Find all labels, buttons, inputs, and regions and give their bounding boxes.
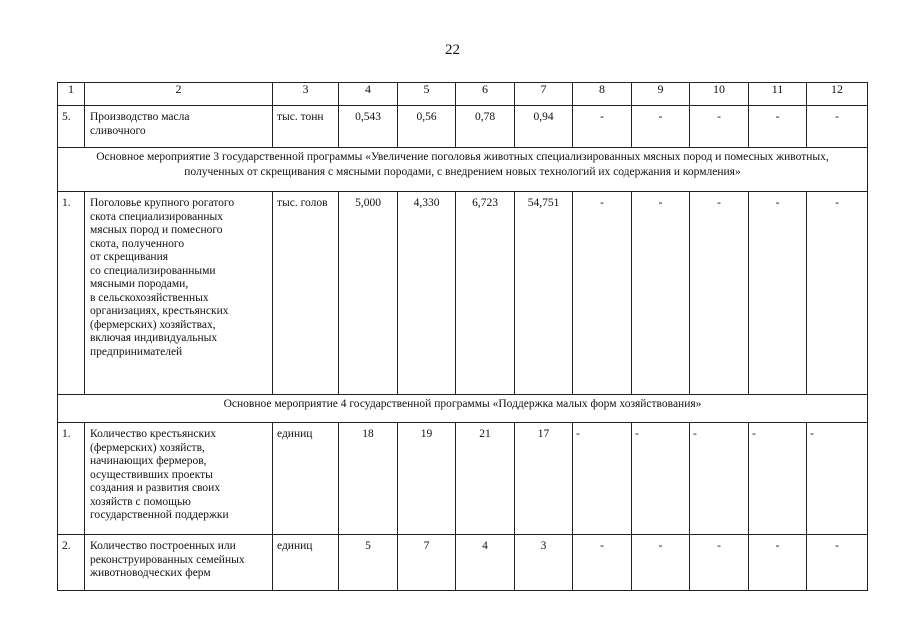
indicator-unit: единиц <box>273 423 339 535</box>
value-cell: 0,78 <box>456 106 515 148</box>
section-row-4 <box>58 395 868 423</box>
section-title: Основное мероприятие 4 государственной программы «Поддержка малых форм хозяйствования» <box>58 395 868 423</box>
value-cell: - <box>690 423 749 535</box>
header-cell: 8 <box>573 83 632 106</box>
value-cell: 3 <box>515 535 573 591</box>
table-row-cattle <box>58 192 868 395</box>
value-cell: - <box>690 106 749 148</box>
header-cell: 1 <box>58 83 85 106</box>
value-cell: - <box>573 423 632 535</box>
table-row-family-farms <box>58 535 868 591</box>
header-cell: 2 <box>85 83 273 106</box>
row-number: 2. <box>58 535 85 591</box>
row-number: 1. <box>58 192 85 395</box>
value-cell: - <box>807 535 868 591</box>
header-cell: 10 <box>690 83 749 106</box>
row-number: 1. <box>58 423 85 535</box>
header-cell: 4 <box>339 83 398 106</box>
header-cell: 3 <box>273 83 339 106</box>
indicator-unit: тыс. голов <box>273 192 339 395</box>
indicator-name: Количество построенных или реконструированных семейных животноводческих ферм <box>85 535 273 591</box>
value-cell: - <box>749 535 807 591</box>
value-cell: 5 <box>339 535 398 591</box>
value-cell: - <box>807 423 868 535</box>
value-cell: 0,56 <box>398 106 456 148</box>
value-cell: 6,723 <box>456 192 515 395</box>
indicator-name: Производство масла сливочного <box>85 106 273 148</box>
value-cell: - <box>632 192 690 395</box>
row-number: 5. <box>58 106 85 148</box>
table-header-row <box>58 83 868 106</box>
value-cell: - <box>749 423 807 535</box>
value-cell: - <box>573 192 632 395</box>
indicator-unit: тыс. тонн <box>273 106 339 148</box>
value-cell: - <box>573 535 632 591</box>
page-number: 22 <box>445 42 460 58</box>
header-cell: 12 <box>807 83 868 106</box>
value-cell: - <box>632 535 690 591</box>
table-row-butter <box>58 106 868 148</box>
indicator-name: Поголовье крупного рогатого скота специализированных мясных пород и помесного скота, полученного от скрещивания со специализированными мясными породами, в сельскохозяйственных организациях, крестьянских (фермерских) хозяйствах, включая индивидуальных предпринимателей <box>85 192 273 395</box>
value-cell: - <box>807 106 868 148</box>
value-cell: 54,751 <box>515 192 573 395</box>
indicator-name: Количество крестьянских (фермерских) хозяйств, начинающих фермеров, осуществивших проекты создания и развития своих хозяйств с помощью государственной поддержки <box>85 423 273 535</box>
value-cell: - <box>690 535 749 591</box>
value-cell: - <box>749 106 807 148</box>
table-row-farms <box>58 423 868 535</box>
value-cell: 7 <box>398 535 456 591</box>
section-title: Основное мероприятие 3 государственной программы «Увеличение поголовья животных специализированных мясных пород и помесных животных, полученных от скрещивания с мясными породами, с внедрением новых технологий их содержания и кормления» <box>58 148 868 192</box>
value-cell: - <box>690 192 749 395</box>
value-cell: 19 <box>398 423 456 535</box>
header-cell: 5 <box>398 83 456 106</box>
header-cell: 6 <box>456 83 515 106</box>
value-cell: 0,543 <box>339 106 398 148</box>
value-cell: - <box>632 423 690 535</box>
value-cell: 4,330 <box>398 192 456 395</box>
value-cell: 21 <box>456 423 515 535</box>
value-cell: 5,000 <box>339 192 398 395</box>
indicator-unit: единиц <box>273 535 339 591</box>
value-cell: - <box>749 192 807 395</box>
header-cell: 9 <box>632 83 690 106</box>
value-cell: - <box>573 106 632 148</box>
section-row-3 <box>58 148 868 192</box>
value-cell: 0,94 <box>515 106 573 148</box>
indicators-table <box>57 82 868 591</box>
value-cell: 4 <box>456 535 515 591</box>
value-cell: 18 <box>339 423 398 535</box>
value-cell: - <box>807 192 868 395</box>
header-cell: 7 <box>515 83 573 106</box>
header-cell: 11 <box>749 83 807 106</box>
value-cell: 17 <box>515 423 573 535</box>
value-cell: - <box>632 106 690 148</box>
